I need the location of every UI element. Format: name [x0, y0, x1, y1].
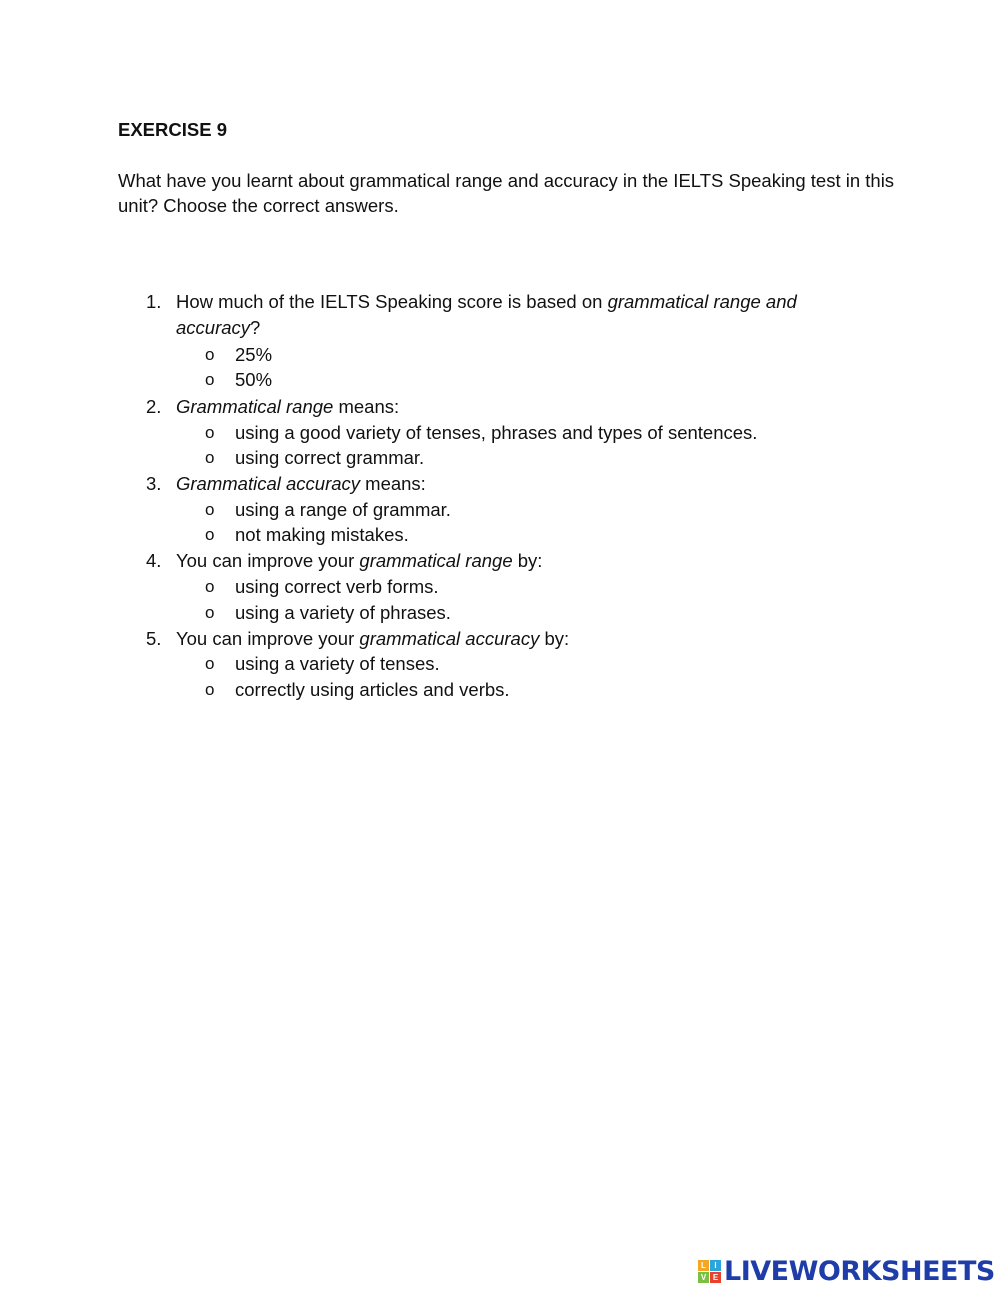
- question-text-italic: grammatical range and accuracy: [176, 291, 797, 338]
- question-number: 2.: [146, 396, 162, 417]
- question-text: [176, 394, 856, 420]
- question-text-part: by:: [539, 628, 570, 649]
- answer-option-text[interactable]: using correct grammar.: [235, 447, 425, 468]
- question-number: 3.: [146, 473, 162, 494]
- answer-option[interactable]: [0, 342, 1000, 368]
- answer-option[interactable]: [0, 677, 1000, 703]
- answer-option[interactable]: [0, 574, 1000, 600]
- option-bullet-icon[interactable]: o: [205, 345, 215, 364]
- question-text-italic: Grammatical range: [176, 396, 334, 417]
- question-text-part: means:: [333, 396, 400, 417]
- answer-option-text[interactable]: 50%: [235, 369, 273, 390]
- answer-option-text[interactable]: not making mistakes.: [235, 524, 409, 545]
- option-bullet-icon[interactable]: o: [205, 603, 215, 622]
- answer-option[interactable]: [0, 497, 1000, 523]
- question-text-part: ?: [250, 317, 261, 338]
- answer-option[interactable]: [0, 600, 1000, 626]
- question-text-part: You can improve your: [176, 628, 360, 649]
- logo-tile: I: [710, 1260, 721, 1271]
- answer-option-text[interactable]: using a range of grammar.: [235, 499, 451, 520]
- answer-option-text[interactable]: using a variety of phrases.: [235, 602, 451, 623]
- question-text: [176, 471, 856, 497]
- question-text-part: means:: [360, 473, 426, 494]
- option-bullet-icon[interactable]: o: [205, 448, 215, 467]
- answer-option[interactable]: [0, 522, 1000, 548]
- option-bullet-icon[interactable]: o: [205, 577, 215, 596]
- question-text-italic: grammatical range: [359, 550, 513, 571]
- logo-tile: L: [698, 1260, 709, 1271]
- logo-text: LIVEWORKSHEETS: [724, 1255, 995, 1287]
- question-number: 1.: [146, 291, 162, 312]
- question-text: [176, 548, 856, 574]
- question-number: 5.: [146, 628, 162, 649]
- question-text: [176, 289, 856, 341]
- exercise-title: EXERCISE 9: [118, 119, 227, 140]
- exercise-instructions: What have you learnt about grammatical range and accuracy in the IELTS Speaking test in this unit? Choose the correct answers.: [118, 170, 895, 216]
- answer-option[interactable]: [0, 367, 1000, 393]
- question-text-part: by:: [512, 550, 543, 571]
- question-text-part: How much of the IELTS Speaking score is based on: [176, 291, 608, 312]
- question-text-part: You can improve your: [176, 550, 360, 571]
- answer-option-text[interactable]: using a variety of tenses.: [235, 653, 440, 674]
- liveworksheets-logo: [698, 1256, 995, 1286]
- question-text-italic: Grammatical accuracy: [176, 473, 361, 494]
- logo-tile: E: [710, 1272, 721, 1283]
- question-number: 4.: [146, 550, 162, 571]
- option-bullet-icon[interactable]: o: [205, 525, 215, 544]
- answer-option[interactable]: [0, 420, 1000, 446]
- logo-tile: V: [698, 1272, 709, 1283]
- answer-option[interactable]: [0, 445, 1000, 471]
- answer-option-text[interactable]: 25%: [235, 344, 273, 365]
- option-bullet-icon[interactable]: o: [205, 423, 215, 442]
- option-bullet-icon[interactable]: o: [205, 680, 215, 699]
- answer-option-text[interactable]: using a good variety of tenses, phrases and types of sentences.: [235, 422, 758, 443]
- option-bullet-icon[interactable]: o: [205, 370, 215, 389]
- option-bullet-icon[interactable]: o: [205, 654, 215, 673]
- answer-option-text[interactable]: using correct verb forms.: [235, 576, 439, 597]
- answer-option[interactable]: [0, 651, 1000, 677]
- liveworksheets-logo-icon: [698, 1260, 721, 1283]
- question-text-italic: grammatical accuracy: [359, 628, 540, 649]
- question-text: [176, 626, 856, 652]
- option-bullet-icon[interactable]: o: [205, 500, 215, 519]
- answer-option-text[interactable]: correctly using articles and verbs.: [235, 679, 510, 700]
